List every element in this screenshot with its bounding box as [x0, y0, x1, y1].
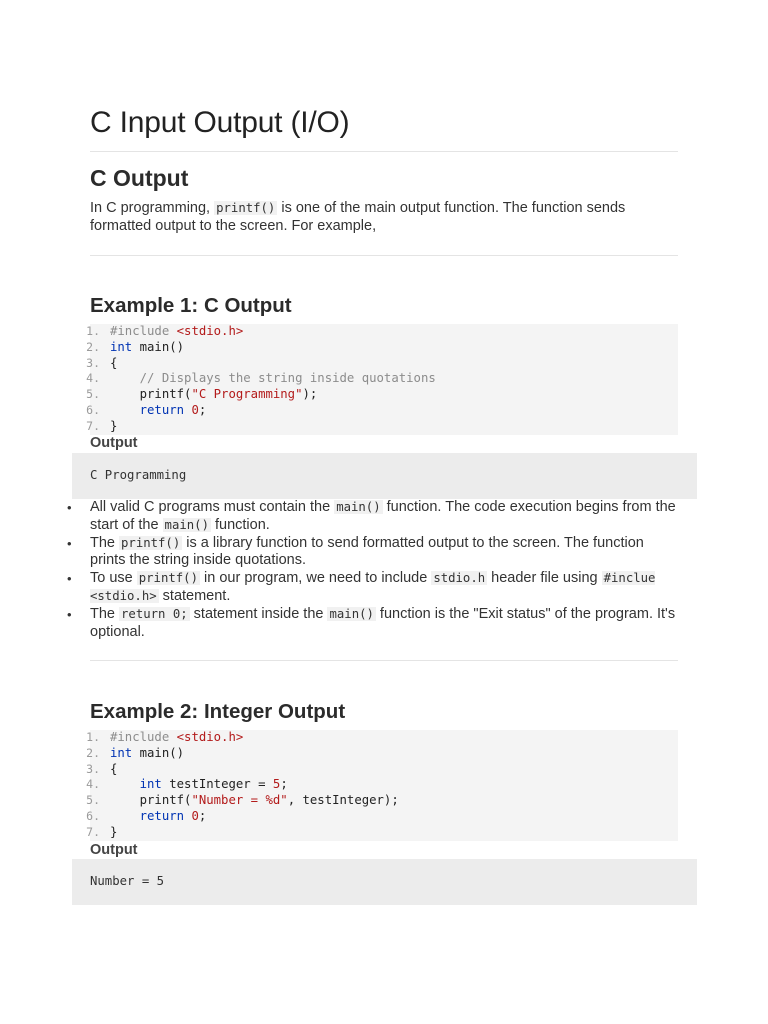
code-token: printf(	[110, 387, 192, 402]
code-token: ;	[198, 808, 207, 823]
code-token: "Number = %d"	[191, 793, 288, 808]
line-number: 7.	[86, 418, 100, 433]
code-line	[86, 824, 678, 841]
code-token: 0	[191, 402, 199, 417]
intro-text-before: In C programming,	[90, 200, 215, 216]
code-token: ;	[198, 402, 207, 417]
example2-heading: Example 2: Integer Output	[90, 700, 346, 723]
code-token	[110, 403, 140, 417]
code-token: "C Programming"	[191, 387, 303, 402]
code-text	[110, 730, 243, 746]
example1-heading: Example 1: C Output	[90, 294, 292, 317]
example2-output-box	[72, 859, 697, 905]
code-line	[86, 418, 678, 435]
note-text: The	[90, 605, 120, 622]
code-line	[86, 355, 678, 372]
code-text	[110, 777, 288, 793]
code-token: return	[139, 808, 185, 823]
example1-code-block	[86, 324, 678, 435]
inline-code: #inclue <stdio.h>	[90, 571, 656, 603]
code-line	[86, 402, 678, 419]
code-text	[110, 356, 117, 372]
note-text: header file using	[487, 570, 602, 587]
code-token: , testInteger);	[287, 793, 399, 808]
code-text	[110, 387, 317, 403]
inline-code: printf()	[121, 535, 181, 550]
code-token: <stdio.h>	[176, 324, 244, 338]
inline-code: return 0;	[121, 606, 188, 621]
code-token: {	[110, 355, 118, 370]
note-text: function is the "Exit status" of the program. It's optional.	[90, 605, 676, 640]
example2-output-text: Number = 5	[90, 874, 165, 888]
code-token: int	[110, 339, 133, 354]
code-line	[86, 793, 678, 809]
code-token: return	[139, 402, 185, 417]
code-token: #include	[110, 324, 177, 338]
code-line	[86, 387, 678, 403]
example2-code-block	[86, 730, 678, 841]
note-text: function.	[210, 516, 270, 533]
inline-code: main()	[336, 500, 381, 514]
code-line	[86, 808, 678, 825]
divider	[90, 660, 678, 661]
line-number: 4.	[86, 371, 100, 386]
inline-code: main()	[164, 517, 209, 532]
line-number: 1.	[86, 324, 100, 338]
note-text: To use	[90, 570, 137, 587]
code-line	[86, 324, 678, 340]
line-number: 6.	[86, 808, 100, 823]
line-number: 6.	[86, 402, 100, 417]
notes-list	[90, 499, 678, 641]
inline-code: printf()	[138, 571, 198, 586]
code-token: {	[110, 761, 118, 776]
line-number: 5.	[86, 387, 100, 402]
code-token: main()	[132, 745, 185, 760]
code-line	[86, 745, 678, 762]
code-text	[110, 403, 206, 419]
code-token: 0	[191, 808, 199, 823]
code-text	[110, 340, 184, 356]
example1-output-label: Output	[90, 435, 138, 451]
code-token: 5	[272, 777, 281, 792]
note-item	[90, 499, 678, 535]
code-text	[110, 371, 436, 387]
code-token: int	[110, 745, 133, 760]
example2-output-label: Output	[90, 842, 138, 858]
note-text: The	[90, 534, 120, 551]
code-token: main()	[132, 339, 185, 354]
note-text: in our program, we need to include	[199, 570, 432, 587]
divider	[90, 151, 678, 152]
code-token: int	[139, 777, 162, 792]
line-number: 2.	[86, 339, 100, 354]
line-number: 4.	[86, 777, 100, 792]
code-text	[110, 324, 243, 340]
line-number: 5.	[86, 793, 100, 808]
code-token: );	[302, 387, 318, 402]
note-text: statement.	[158, 587, 231, 604]
intro-paragraph	[90, 199, 678, 235]
inline-code: printf()	[216, 201, 276, 215]
example1-output-box	[72, 453, 697, 499]
code-line	[86, 761, 678, 778]
note-text: function. The code execution begins from the start of the	[90, 499, 676, 533]
code-token: <stdio.h>	[176, 730, 244, 744]
note-text: statement inside the	[189, 605, 328, 622]
section-heading: C Output	[90, 165, 189, 191]
code-line	[86, 371, 678, 387]
code-token: #include	[110, 730, 177, 744]
code-token: ;	[280, 777, 288, 792]
line-number: 1.	[86, 730, 100, 744]
note-item	[90, 535, 678, 571]
code-text	[110, 419, 117, 435]
intro-text-after: is one of the main output function. The function sends formatted output to the screen. For example,	[90, 200, 626, 234]
note-item	[90, 606, 678, 642]
line-number: 2.	[86, 745, 100, 760]
code-token: testInteger =	[161, 777, 273, 792]
note-text: All valid C programs must contain the	[90, 499, 335, 515]
code-token: printf(	[110, 793, 192, 808]
line-number: 3.	[86, 355, 100, 370]
code-line	[86, 730, 678, 746]
page-title: C Input Output (I/O)	[90, 106, 350, 139]
inline-code: main()	[329, 606, 374, 621]
inline-code: stdio.h	[433, 571, 486, 586]
example1-output-text: C Programming	[90, 468, 187, 482]
code-line	[86, 339, 678, 356]
note-item	[90, 570, 678, 606]
divider	[90, 255, 678, 256]
code-token	[110, 809, 140, 823]
line-number: 3.	[86, 761, 100, 776]
code-token: // Displays the string inside quotations	[110, 371, 436, 386]
line-number: 7.	[86, 824, 100, 839]
code-text	[110, 746, 184, 762]
code-text	[110, 825, 117, 841]
code-token: }	[110, 824, 118, 839]
code-text	[110, 793, 399, 809]
note-text: is a library function to send formatted output to the screen. The function prints the string inside quotations.	[90, 534, 644, 569]
code-text	[110, 809, 206, 825]
code-text	[110, 762, 117, 778]
code-line	[86, 777, 678, 793]
code-token: }	[110, 418, 118, 433]
code-token	[110, 777, 140, 791]
